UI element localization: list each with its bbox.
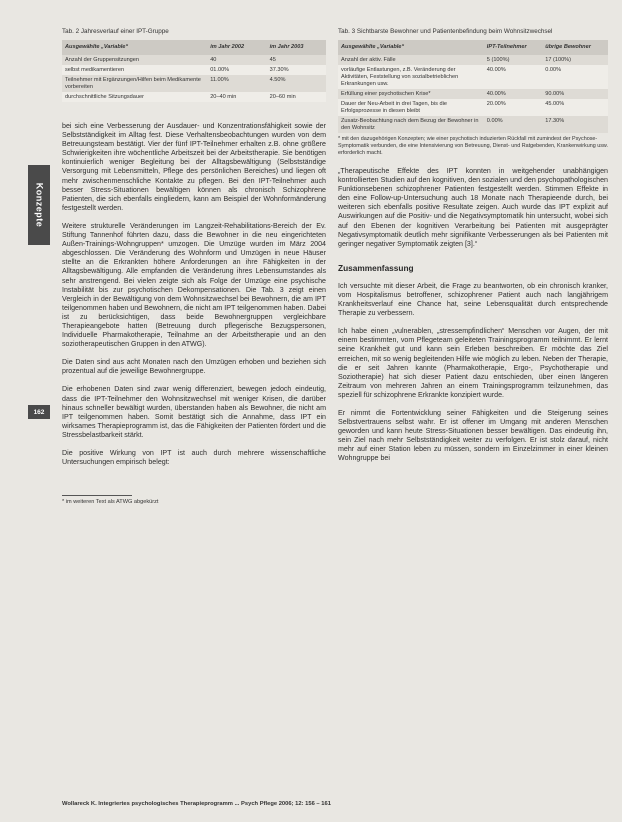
table2-row	[62, 55, 326, 65]
table2-header-2003: im Jahr 2003	[267, 40, 326, 55]
table2-cell: 01.00%	[207, 65, 266, 75]
body-paragraph: Die erhobenen Daten sind zwar wenig differenziert, bewegen jedoch eindeutig, dass die IPT-Teilnehmer den Wohnsitzwechsel mit weniger Krisen, die darüber hinaus schneller bewältigt wurden, überstanden haben als Bewohner, die nicht am IPT teilgenommen haben. Somit bestätigt sich die Annahme, dass IPT ein wirksames Therapieprogramm ist, das die Fähigkeiten der Patienten fördert und die Stressbelastbarkeit stärkt.	[62, 385, 326, 439]
table3-body	[338, 55, 608, 133]
table3-header-others: übrige Bewohner	[542, 40, 608, 55]
table2-row	[62, 92, 326, 102]
table2-cell: Teilnehmer mit Ergänzungen/Hilfen beim Medikamente vorbereiten	[62, 75, 207, 92]
summary-paragraph: Ich habe einen „vulnerablen, „stressempfindlichen“ Menschen vor Augen, der mit einem bestimmten, vom Pflegeteam geleiteten Trainingsprogramm teilnimmt. Er lernt seine Krankheit gut und kann sein Erleben beschreiben. Er möchte das Ziel erreichen, mit so wenig begleitenden Hilfe wie möglich zu leben. Neben der Therapie, die er seit Jahren kannte (Pharmakotherapie, Ergo-, Psychotherapie und Soziotherapie) hat sich dieser Patient dazu entschieden, über einen längeren Zeitraum von mehreren Jahren an einem Trainingsprogramm teilzunehmen, das speziell für schizophrene Erkrankte konzipiert wurde.	[338, 327, 608, 399]
table2-cell: 4.50%	[267, 75, 326, 92]
table2-header-variable: Ausgewählte „Variable“	[62, 40, 207, 55]
page-number: 162	[28, 405, 50, 419]
table2-cell: 40	[207, 55, 266, 65]
table2-cell: 20–60 min	[267, 92, 326, 102]
table3-cell: 0.00%	[542, 65, 608, 89]
table3-cell: Anzahl der aktiv. Fälle	[338, 55, 484, 65]
table2-cell: 20–40 min	[207, 92, 266, 102]
table3-cell: vorläufige Entlastungen, z.B. Veränderung der Aktivitäten, Feststellung von sozialbetrieblichen Erkrankungen usw.	[338, 65, 484, 89]
table2-cell: selbst medikamentieren	[62, 65, 207, 75]
table3-cell: 17 (100%)	[542, 55, 608, 65]
table3-header-variable: Ausgewählte „Variable“	[338, 40, 484, 55]
section-tab-label: Konzepte	[34, 182, 44, 228]
table3-row	[338, 55, 608, 65]
table3-cell: 17.30%	[542, 116, 608, 133]
table2-header-row	[62, 40, 326, 55]
body-paragraph: bei sich eine Verbesserung der Ausdauer- und Konzentrationsfähigkeit sowie der Selbstständigkeit im Alltag fest. Diese Verhaltensbeobachtungen wurden von dem Betreuungsteam bestätigt. Vier der fünf IPT-Teilnehmer erhalten z.B. ohne größere Schwierigkeiten ihre wöchentliche Arbeitszeit bei der Arbeitstherapie. Sie benötigen kontinuierlich weniger Begleitung bei der Alltagsbewältigung (Selbstständige Versorgung mit Lebensmitteln, Pflege des persönlichen Bereiches) und liegen oft mehr zwischenmenschliche Kontakte zu pflegen. Bei den IPT-Teilnehmer auch besser Stress-Situationen bewältigen können als chronisch Schizophrene Patienten, die sich ebenfalls eingliedern, kann am Beispiel der Wohnformänderung festgestellt werden.	[62, 122, 326, 212]
table3-cell: 5 (100%)	[484, 55, 542, 65]
table3-cell: 40.00%	[484, 65, 542, 89]
table3-caption: Tab. 3 Sichtbarste Bewohner und Patientenbefindung beim Wohnsitzwechsel	[338, 28, 553, 35]
table2-body	[62, 55, 326, 102]
quote-paragraph: „Therapeutische Effekte des IPT konnten in weitgehender unabhängigen kontrollierten Studien auf den kognitiven, den sozialen und den psychopathologischen Funktionsebenen schizophrener Patienten festgestellt werden. Stimmen Effekte in den eine Follow-up-Untersuchung auch 18 Monate nach Therapieende durch, bei weiteren sich ebenfalls positive Resultate zeigen. Auch wurde das IPT explizit auf Auswirkungen auf die Positiv- und die Negativsymptomatik hin untersucht, wobei sich auf den Ebenen der kognitiven Verarbeitung bei Patienten mit ausgeprägter Negativsymptomatik deutlich mehr signifikante Verbesserungen als bei Patienten mit geringer negativer Symptomatik zeigten [3].“	[338, 167, 608, 248]
table3-cell: Erfüllung einer psychotischen Krise*	[338, 89, 484, 99]
table2-cell: durchschnittliche Sitzungsdauer	[62, 92, 207, 102]
page-footer-citation: Wollareck K. Integriertes psychologisches Therapieprogramm ... Psych Pflege 2006; 12: 156 – 161	[62, 801, 331, 807]
table3-cell: Zusatz-Beobachtung nach dem Bezug der Bewohner in den Wohnsitz	[338, 116, 484, 133]
table3-header-row	[338, 40, 608, 55]
footnote: * im weiteren Text als ATWG abgekürzt	[62, 499, 159, 506]
table3-row	[338, 116, 608, 133]
body-paragraph: Weitere strukturelle Veränderungen im Langzeit-Rehabilitations-Bereich der Ev. Stiftung Tannenhof führten dazu, dass die Bewohner in die neu eingerichteten Außen-Trainings-Wohngruppen* umzogen. Die Umzüge wurden im März 2004 abgeschlossen. Die Veränderung des Wohnform und Umzügen in neue Häuser stellte an die Erkrankten höhere Anforderungen an ihre Fähigkeiten in der Alltagsbewältigung. Alle empfanden die Veränderung ihres Lebensumstandes als sehr anstrengend. Bei vielen zeigte sich als Folge der Umzüge eine psychische Instabilität bis zur psychotischen Dekompensationen. Die Tab. 3 zeigt einen Vergleich in der Bewältigung von dem Wohnsitzwechsel bei Bewohnern, die am IPT teilgenommen haben und Bewohnern, die nicht am IPT teilgenommen haben. Dabei ist zu berücksichtigen, dass beide Bewohnergruppen vergleichbare Therapieangebote hatten (Betreuung durch pflegerische Bezugspersonen, Individuelle Pharmakotherapie, Teilnahme an der Arbeitstherapie und an den soziotherapeutischen Gruppen in den ATWG).	[62, 221, 326, 349]
table3-row	[338, 89, 608, 99]
table2-caption: Tab. 2 Jahresverlauf einer IPT-Gruppe	[62, 28, 169, 35]
table3-row	[338, 65, 608, 89]
body-paragraph: Die Daten sind aus acht Monaten nach den Umzügen erhoben und beziehen sich prozentual auf die jeweilige Bewohnergruppe.	[62, 358, 326, 376]
footnote-divider	[62, 495, 132, 496]
table3-cell: 0.00%	[484, 116, 542, 133]
table3-cell: Dauer der Neu-Arbeit in drei Tagen, bis die Erfolgsprozesse in diesen bleibt	[338, 99, 484, 116]
table3-cell: 45.00%	[542, 99, 608, 116]
table2-row	[62, 65, 326, 75]
table3-header-ipt: IPT-Teilnehmer	[484, 40, 542, 55]
table2-row	[62, 75, 326, 92]
right-column	[338, 28, 608, 473]
table2-cell: 37.30%	[267, 65, 326, 75]
table3	[338, 40, 608, 133]
table2-header-2002: im Jahr 2002	[207, 40, 266, 55]
table3-cell: 20.00%	[484, 99, 542, 116]
left-column	[62, 28, 326, 506]
section-tab	[28, 165, 50, 245]
table2-cell: Anzahl der Gruppensitzungen	[62, 55, 207, 65]
table3-cell: 90.00%	[542, 89, 608, 99]
section-heading-summary: Zusammenfassung	[338, 262, 414, 273]
table2	[62, 40, 326, 102]
summary-paragraph: Er nimmt die Fortentwicklung seiner Fähigkeiten und die Steigerung seines Selbstvertrauens selbst wahr. Er ist offener im Umgang mit anderen Menschen geworden und kann heute Stress-Situationen besser bewältigen. Das eindeutig ihn, sein Ziel nach mehr Selbstständigkeit weiter zu verfolgen. Er ist stolz darauf, nicht mehr auf einer Station leben zu müssen, sondern im Einzelzimmer in einer kleinen Wohngruppe bei	[338, 408, 608, 463]
table3-note: * mit den dazugehörigen Konzepten; wie einer psychotisch induzierten Rückfall mit zumindest der Psychose-Symptomatik verbunden, die eine Intensivierung von Betreuung, Dienst- und Ratgebenden, Krankenwirkung usw. erforderlich macht.	[338, 136, 608, 156]
table2-cell: 11.00%	[207, 75, 266, 92]
table3-row	[338, 99, 608, 116]
summary-paragraph: Ich versuchte mit dieser Arbeit, die Frage zu beantworten, ob ein chronisch kranker, vom Hospitalismus betroffener, schizophrener Patient auch nach langjährigem Krankheitsverlauf eine Chance hat, seine Lebensqualität durch entsprechende Therapie zu verbessern.	[338, 281, 608, 318]
table2-cell: 45	[267, 55, 326, 65]
body-paragraph: Die positive Wirkung von IPT ist auch durch mehrere wissenschaftliche Untersuchungen empirisch belegt:	[62, 449, 326, 467]
table3-cell: 40.00%	[484, 89, 542, 99]
